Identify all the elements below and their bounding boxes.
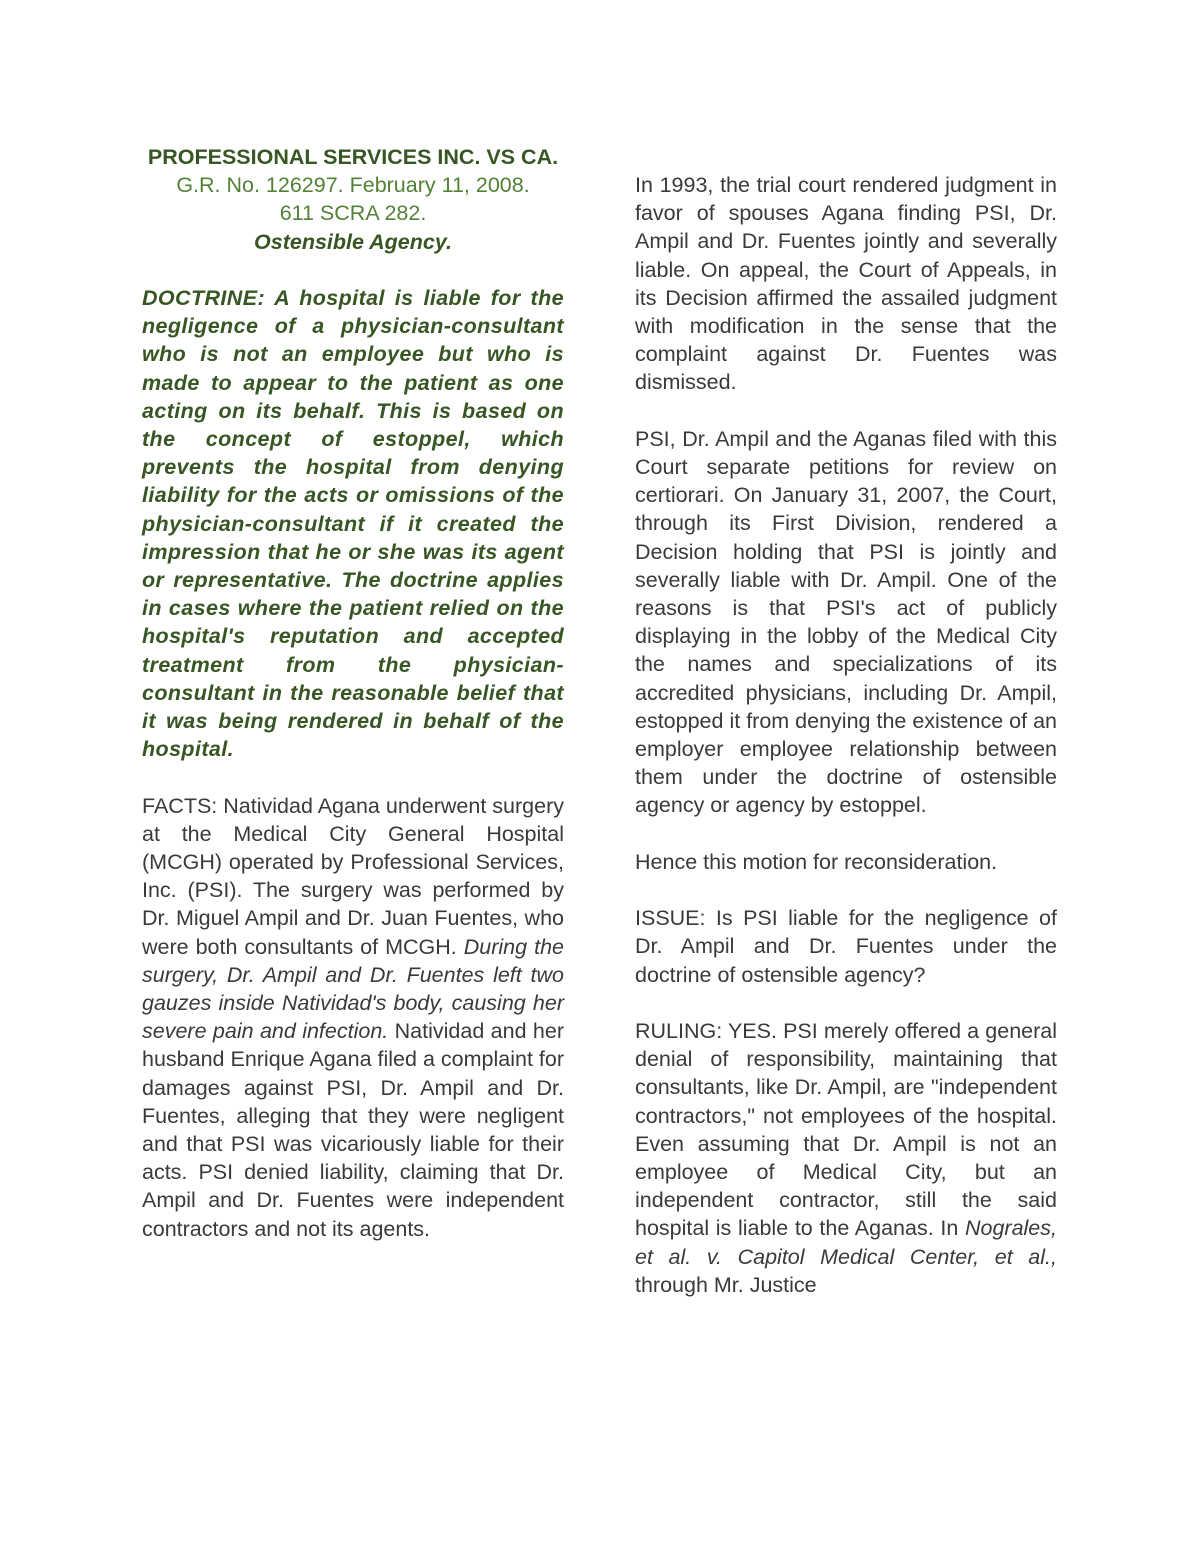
facts-italic-text: During the surgery, Dr. Ampil and Dr. Fuentes left two gauzes inside Natividad's body, causing her severe pain and infection. [142, 934, 564, 1044]
case-title: PROFESSIONAL SERVICES INC. VS CA. [147, 145, 559, 169]
spacer [635, 989, 1057, 1017]
spacer [635, 397, 1057, 425]
doctrine-paragraph: DOCTRINE: A hospital is liable for the negligence of a physician-consultant who is not an employee but who is made to appear to the patient as one acting on its behalf. This is based on the concept of estoppel, which prevents the hospital from denying liability for the acts or omissions of the physician-consultant if it created the impression that he or she was its agent or representative. The doctrine applies in cases where the patient relied on the hospital's reputation and accepted treatment from the physician-consultant in the reasonable belief that it was being rendered in behalf of the hospital. [142, 286, 564, 762]
procedural-history-paragraph: In 1993, the trial court rendered judgment in favor of spouses Agana finding PSI, Dr. Ampil and Dr. Fuentes jointly and severally liable. On appeal, the Court of Appeals, in its Decision affirmed the assailed judgment with modification in the sense that the complaint against Dr. Fuentes was dismissed. [635, 173, 1057, 395]
left-column [142, 143, 564, 1243]
spacer [142, 256, 564, 284]
spacer [635, 820, 1057, 848]
facts-text-1: FACTS: Natividad Agana underwent surgery at the Medical City General Hospital (MCGH) operated by Professional Services, Inc. (PSI). The surgery was performed by Dr. Miguel Ampil and Dr. Juan Fuentes, who were both consultants of MCGH. [142, 793, 564, 959]
case-citation-gr: G.R. No. 126297. February 11, 2008. [176, 173, 530, 198]
case-topic: Ostensible Agency. [254, 229, 452, 254]
case-header [142, 143, 564, 256]
ruling-case-citation: Nograles, et al. v. Capitol Medical Center, et al., [635, 1216, 1057, 1269]
spacer [635, 876, 1057, 904]
petitions-paragraph: PSI, Dr. Ampil and the Aganas filed with this Court separate petitions for review on certiorari. On January 31, 2007, the Court, through its First Division, rendered a Decision holding that PSI is jointly and severally liable with Dr. Ampil. One of the reasons is that PSI's act of publicly displaying in the lobby of the Medical City the names and specializations of its accredited physicians, including Dr. Ampil, estopped it from denying the existence of an employer employee relationship between them under the doctrine of ostensible agency or agency by estoppel. [635, 426, 1057, 818]
case-citation-scra: 611 SCRA 282. [279, 201, 427, 226]
motion-paragraph: Hence this motion for reconsideration. [635, 849, 998, 874]
facts-paragraph [142, 792, 564, 1243]
ruling-text-2: through Mr. Justice [635, 1272, 817, 1297]
facts-text-2: Natividad and her husband Enrique Agana filed a complaint for damages against PSI, Dr. Ampil and Dr. Fuentes, alleging that they were negligent and that PSI was vicariously liable for their acts. PSI denied liability, claiming that Dr. Ampil and Dr. Fuentes were independent contractors and not its agents. [142, 1019, 564, 1241]
ruling-paragraph [635, 1017, 1057, 1299]
right-column [635, 171, 1057, 1299]
spacer [142, 763, 564, 791]
ruling-text-1: RULING: YES. PSI merely offered a general denial of responsibility, maintaining that consultants, like Dr. Ampil, are "independent contractors," not employees of the hospital. Even assuming that Dr. Ampil is not an employee of Medical City, but an independent contractor, still the said hospital is liable to the Aganas. In [635, 1019, 1057, 1241]
issue-paragraph: ISSUE: Is PSI liable for the negligence of Dr. Ampil and Dr. Fuentes under the doctrine of ostensible agency? [635, 906, 1057, 987]
